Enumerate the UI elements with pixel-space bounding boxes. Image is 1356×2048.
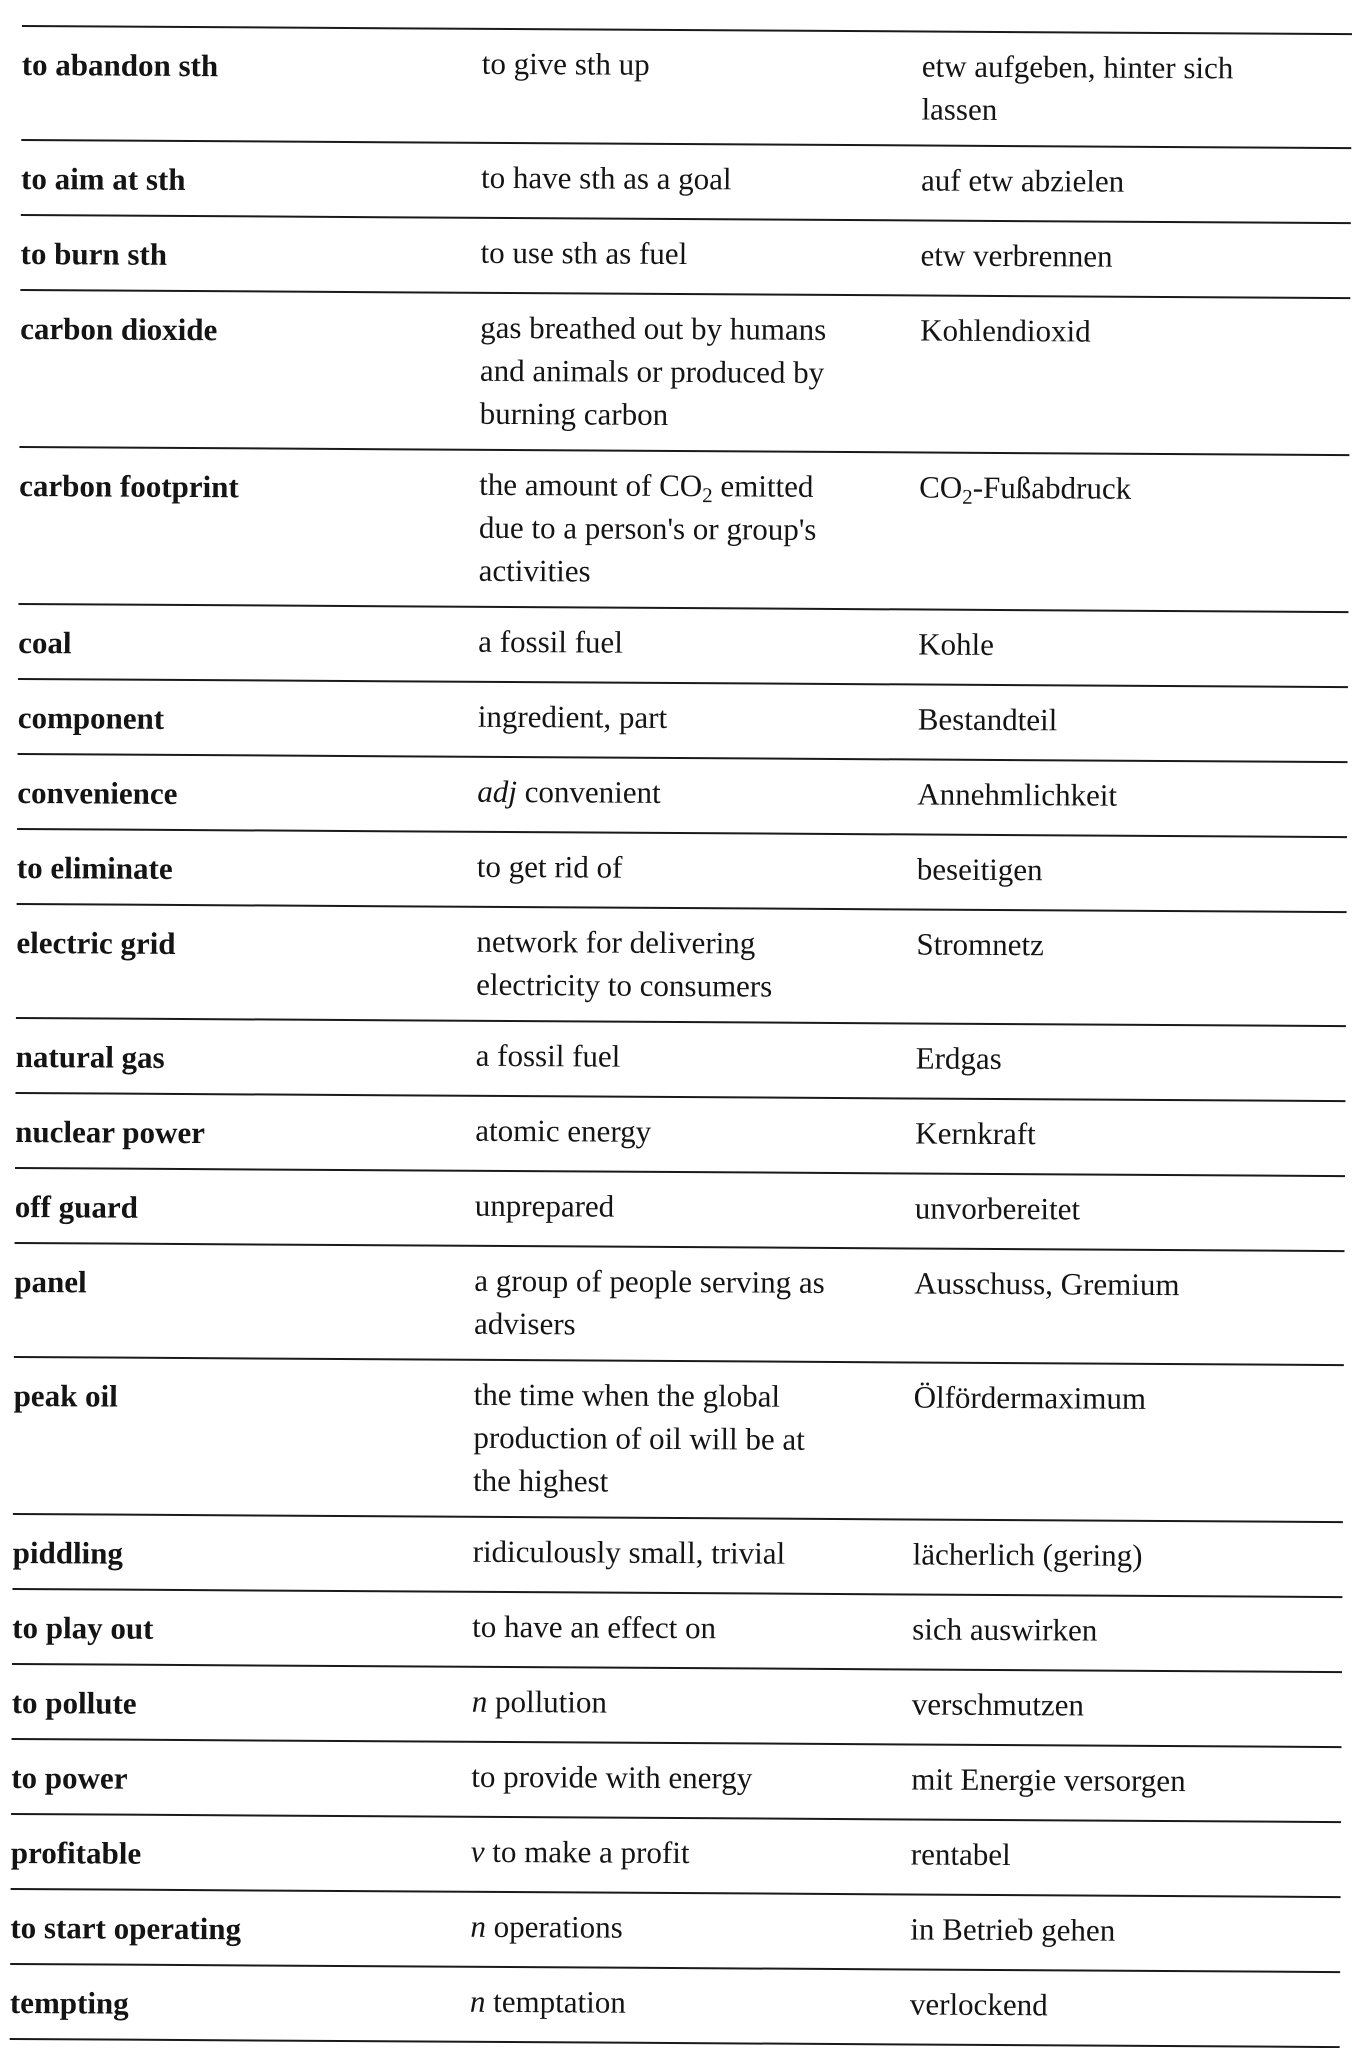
term-cell: off guard — [14, 1188, 139, 1225]
term-cell: to aim at sth — [20, 160, 186, 198]
definition-cell — [473, 1373, 914, 1505]
table-row — [19, 291, 1350, 456]
definition-line — [478, 620, 918, 666]
definition-line — [475, 1184, 915, 1230]
definition-line — [477, 770, 917, 816]
vocabulary-table — [10, 25, 1352, 2048]
definition-cell — [472, 1605, 912, 1655]
definition-text: the time when the global — [473, 1376, 781, 1414]
definition-text: ridiculously small, trivial — [472, 1533, 786, 1571]
term-cell: piddling — [12, 1534, 124, 1571]
german-cell — [919, 465, 1350, 597]
german-cell — [915, 1111, 1345, 1161]
definition-cell — [470, 1980, 910, 2030]
definition-text: pollution — [494, 1683, 608, 1720]
definition-cell — [475, 1109, 915, 1159]
definition-text: to use sth as fuel — [480, 234, 688, 272]
german-line: Stromnetz — [916, 926, 1044, 963]
definition-line: activities — [478, 552, 591, 589]
german-cell — [920, 233, 1350, 283]
german-line: sich auswirken — [912, 1611, 1098, 1648]
definition-line — [476, 920, 916, 966]
term-cell: electric grid — [16, 924, 176, 961]
german-cell — [910, 1982, 1340, 2032]
term-cell: to eliminate — [16, 849, 173, 886]
definition-cell — [480, 306, 921, 438]
grammar-label: v — [470, 1833, 485, 1869]
subscript: 2 — [702, 483, 713, 508]
table-row — [15, 1094, 1345, 1177]
table-row — [12, 1665, 1342, 1748]
table-row — [21, 141, 1351, 224]
table-body — [10, 27, 1352, 2048]
definition-line — [473, 1416, 913, 1462]
definition-text: to have sth as a goal — [480, 159, 732, 197]
definition-text: network for delivering — [476, 923, 756, 961]
subscript: 2 — [962, 484, 973, 509]
definition-line — [480, 306, 920, 352]
term-cell: to start operating — [10, 1909, 242, 1947]
table-row — [13, 1358, 1344, 1523]
definition-cell — [476, 1034, 916, 1084]
definition-line — [471, 1755, 911, 1801]
table-row — [10, 1890, 1340, 1973]
grammar-label: n — [471, 1683, 488, 1719]
german-line: Ausschuss, Gremium — [914, 1265, 1180, 1303]
term-cell: to play out — [12, 1609, 154, 1646]
german-line: beseitigen — [916, 851, 1043, 888]
german-cell — [916, 1036, 1346, 1086]
german-cell — [916, 922, 1347, 1011]
grammar-label: n — [470, 1908, 487, 1944]
table-row — [16, 905, 1347, 1027]
german-cell — [912, 1682, 1342, 1732]
term-cell: to burn sth — [20, 235, 168, 272]
german-text: -Fußabdruck — [972, 469, 1132, 506]
definition-line — [480, 231, 920, 277]
definition-cell — [481, 156, 921, 206]
definition-cell — [471, 1830, 911, 1880]
definition-line — [471, 1830, 911, 1876]
definition-text: burning carbon — [479, 395, 669, 432]
german-cell — [921, 44, 1352, 133]
definition-line — [479, 463, 919, 509]
definition-text: a fossil fuel — [478, 623, 623, 660]
german-cell — [917, 772, 1347, 822]
definition-line — [474, 1373, 914, 1419]
definition-line — [473, 1459, 913, 1505]
term-cell: carbon footprint — [19, 467, 239, 505]
definition-text: electricity to consumers — [476, 966, 773, 1004]
german-cell — [914, 1261, 1345, 1350]
definition-cell — [478, 695, 918, 745]
definition-text: to make a profit — [492, 1833, 690, 1871]
german-cell — [918, 697, 1348, 747]
definition-cell — [478, 620, 918, 670]
definition-line: due to a person's or group's — [478, 509, 817, 547]
table-row — [20, 216, 1350, 299]
german-line: Kohlendioxid — [920, 312, 1091, 349]
definition-cell — [479, 463, 920, 595]
table-row — [17, 755, 1347, 838]
term-cell: convenience — [17, 774, 178, 811]
definition-text: the amount of CO — [479, 466, 703, 504]
german-cell — [913, 1532, 1343, 1582]
german-line: Erdgas — [915, 1040, 1002, 1077]
term-cell: tempting — [9, 1984, 129, 2021]
german-line: verlockend — [909, 1986, 1048, 2023]
german-cell — [921, 158, 1351, 208]
definition-cell — [477, 770, 917, 820]
term-cell: carbon dioxide — [20, 310, 218, 348]
term-cell: natural gas — [15, 1038, 165, 1075]
definition-cell — [470, 1905, 910, 1955]
german-cell — [913, 1375, 1344, 1507]
definition-text: advisers — [473, 1305, 576, 1342]
term-cell: profitable — [10, 1834, 142, 1871]
table-row — [15, 1019, 1345, 1102]
definition-line — [476, 1034, 916, 1080]
term-cell: coal — [18, 624, 72, 661]
definition-cell — [476, 920, 917, 1009]
definition-text: production of oil will be at — [473, 1419, 805, 1457]
definition-text: temptation — [493, 1983, 626, 2020]
definition-line — [475, 1109, 915, 1155]
german-cell — [911, 1832, 1341, 1882]
table-row — [10, 1965, 1340, 2048]
german-text: CO — [919, 469, 963, 505]
table-row — [11, 1740, 1341, 1823]
definition-cell — [480, 231, 920, 281]
definition-line — [477, 845, 917, 891]
german-line: unvorbereitet — [914, 1190, 1081, 1227]
german-cell — [915, 1186, 1345, 1236]
german-line: auf etw abzielen — [920, 162, 1125, 199]
german-line: rentabel — [910, 1836, 1011, 1873]
term-cell: component — [17, 699, 165, 736]
definition-cell — [477, 845, 917, 895]
definition-line — [472, 1680, 912, 1726]
definition-line — [472, 1605, 912, 1651]
definition-line — [470, 1905, 910, 1951]
term-cell: to pollute — [11, 1684, 137, 1721]
definition-line — [480, 349, 920, 395]
german-line: etw aufgeben, hinter sich — [921, 48, 1234, 86]
german-cell — [917, 847, 1347, 897]
german-line: Kernkraft — [915, 1115, 1036, 1152]
definition-line — [480, 392, 920, 438]
german-cell — [919, 308, 1350, 440]
definition-text: atomic energy — [475, 1112, 652, 1149]
definition-text: and animals or produced by — [479, 352, 825, 390]
german-line: in Betrieb gehen — [910, 1911, 1116, 1948]
german-line: etw verbrennen — [920, 237, 1113, 274]
definition-cell — [473, 1530, 913, 1580]
german-line: Annehmlichkeit — [917, 776, 1118, 813]
german-line: Bestandteil — [917, 701, 1058, 738]
definition-text: gas breathed out by humans — [480, 309, 827, 347]
table-row — [12, 1515, 1342, 1598]
term-cell: panel — [14, 1263, 87, 1300]
definition-line — [478, 695, 918, 741]
german-line: Kohle — [918, 626, 995, 662]
german-line: Ölfördermaximum — [913, 1379, 1147, 1416]
definition-text: to have an effect on — [472, 1608, 717, 1646]
definition-text: to give sth up — [481, 45, 650, 82]
definition-cell — [471, 1755, 911, 1805]
grammar-label: adj — [477, 773, 518, 810]
definition-text: to provide with energy — [471, 1758, 753, 1796]
definition-text: to get rid of — [476, 848, 623, 885]
definition-cell — [475, 1184, 915, 1234]
term-cell: nuclear power — [15, 1113, 206, 1151]
definition-cell — [472, 1680, 912, 1730]
definition-text: operations — [493, 1908, 623, 1945]
definition-line — [482, 42, 922, 88]
german-line — [919, 465, 1349, 511]
table-row — [18, 605, 1348, 688]
definition-cell — [474, 1259, 915, 1348]
table-row — [17, 830, 1347, 913]
term-cell: to power — [11, 1759, 128, 1796]
german-cell — [912, 1607, 1342, 1657]
definition-line — [473, 1530, 913, 1576]
grammar-label: n — [469, 1983, 486, 2019]
definition-text: a fossil fuel — [475, 1037, 621, 1074]
table-row — [11, 1815, 1341, 1898]
definition-line — [476, 963, 916, 1009]
definition-line — [470, 1980, 910, 2026]
table-row — [18, 448, 1349, 613]
definition-text: emitted — [712, 468, 814, 504]
definition-text: convenient — [524, 774, 661, 810]
german-cell — [918, 622, 1348, 672]
german-line: lassen — [921, 91, 998, 127]
german-line: mit Energie versorgen — [911, 1761, 1186, 1799]
definition-text: ingredient, part — [477, 698, 668, 735]
table-row — [21, 27, 1352, 149]
term-cell: to abandon sth — [21, 46, 219, 84]
definition-text: the highest — [473, 1462, 609, 1499]
table-row — [18, 680, 1348, 763]
definition-line — [474, 1302, 914, 1348]
german-cell — [911, 1757, 1341, 1807]
german-line: lächerlich (gering) — [912, 1536, 1143, 1573]
definition-text: unprepared — [474, 1187, 615, 1224]
definition-cell — [481, 42, 922, 131]
term-cell: peak oil — [13, 1377, 118, 1414]
definition-text: a group of people serving as — [474, 1262, 825, 1300]
definition-line — [474, 1259, 914, 1305]
definition-line — [481, 156, 921, 202]
table-row — [14, 1244, 1345, 1366]
german-cell — [910, 1907, 1340, 1957]
table-row — [12, 1590, 1342, 1673]
german-line: verschmutzen — [911, 1686, 1085, 1723]
table-row — [15, 1169, 1345, 1252]
